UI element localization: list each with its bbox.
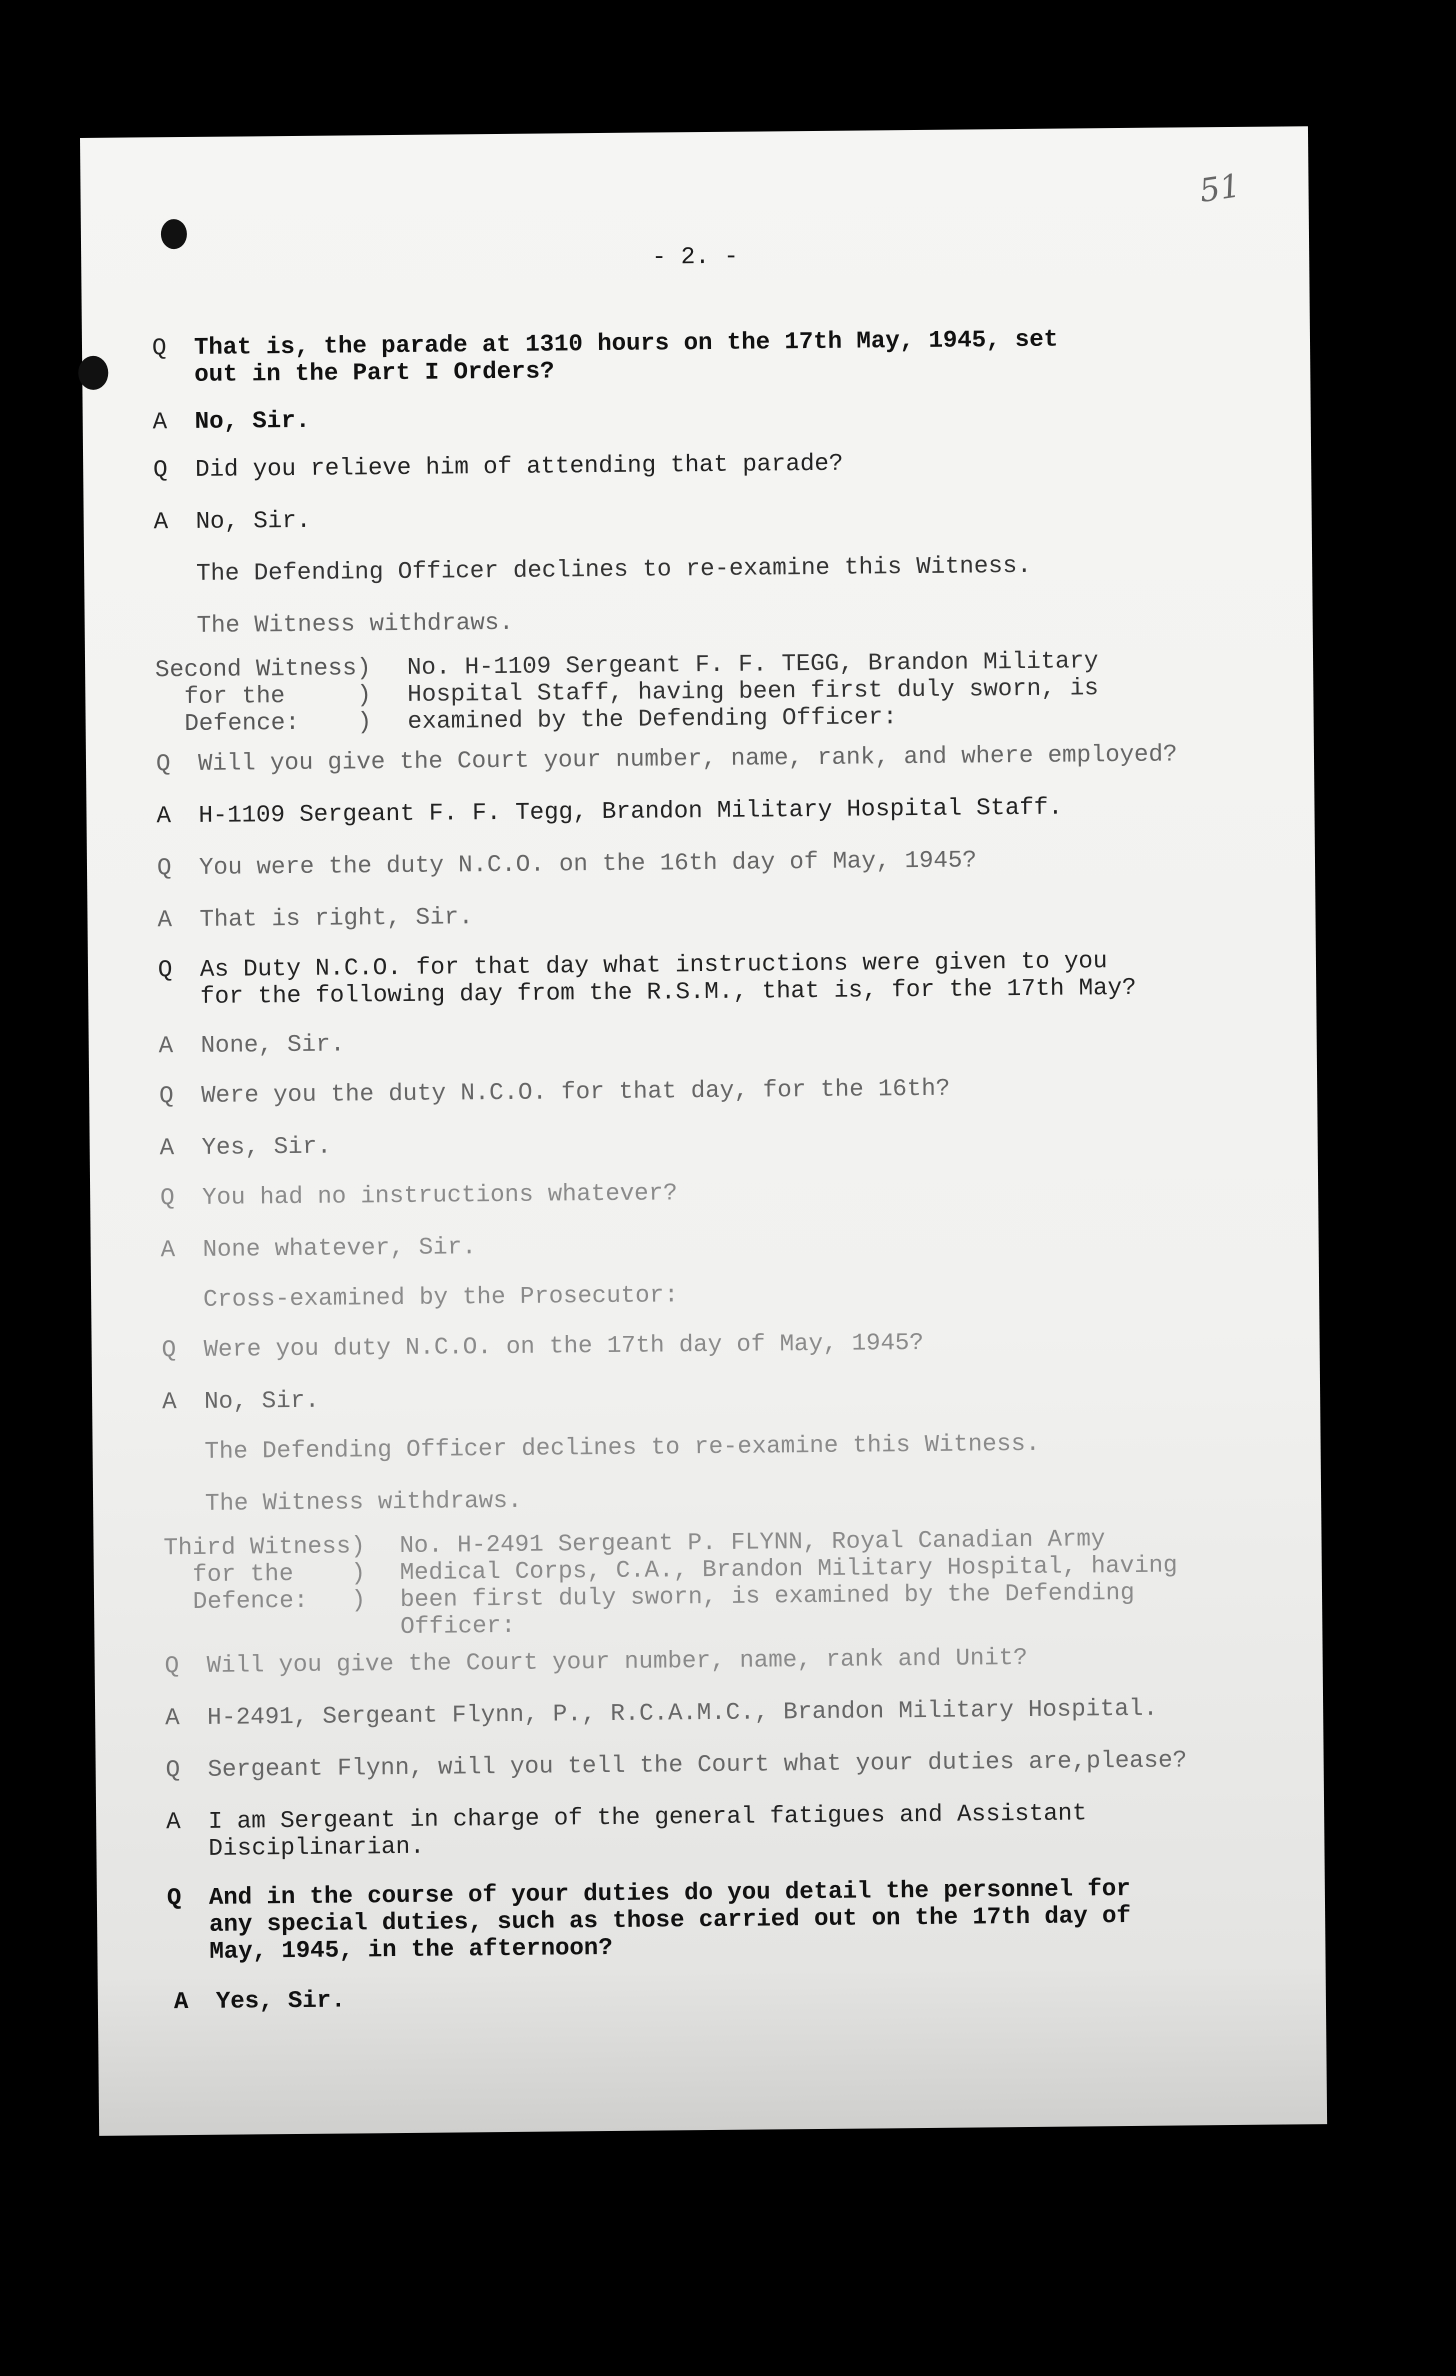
second-witness-text: No. H-1109 Sergeant F. F. TEGG, Brandon Military Hospital Staff, having been first duly sworn, is examined by the Defending Officer: — [406, 648, 1099, 736]
second-witness-label: Second Witness) for the ) Defence: ) — [154, 655, 372, 739]
punch-hole-top — [161, 219, 187, 249]
third-witness-label: Third Witness) for the ) Defence: ) — [163, 1533, 366, 1617]
punch-hole-left — [78, 356, 108, 390]
page-number: - 2. - — [651, 243, 739, 272]
third-witness-text: No. H-2491 Sergeant P. FLYNN, Royal Canadian Army Medical Corps, C.A., Brandon Military Hospital, having been first duly sworn, is examined by the Defending Officer: — [399, 1526, 1178, 1641]
note-declines-1: The Defending Officer declines to re-examine this Witness. — [196, 552, 1032, 588]
note-withdraws-1: The Witness withdraws. — [196, 609, 514, 640]
corner-folio-number: 51 — [1197, 166, 1244, 210]
note-cross-examined: Cross-examined by the Prosecutor: — [203, 1282, 679, 1314]
note-declines-2: The Defending Officer declines to re-examine this Witness. — [204, 1430, 1041, 1466]
document-page: 51 - 2. - Q That is, the parade at 1310 hours on the 17th May, 1945, set out in the Part I Orders? A No, Sir. Q Did you relieve him of attending that parade? A No, Sir. The Defending Officer declines to re-examine this Witness. The Witness withdraws. Second Witness) for the ) Defence: ) No. H-1109 Sergeant F. F. TEGG, Brandon Military Hospital Staff, having been first duly sworn, is examined by the Defending Officer: Q Will you give the Court your number, name, rank, and where employed? A H-1109 Sergeant F. F. Tegg, Brandon Military Hospital Staff. Q You were the duty N.C.O. on the 16th day of May, 1945? A That is right, Sir. Q As Duty N.C.O. for that day what instructions were given to you for the following day from the R.S.M., that is, for the 17th May? A None, Sir. Q Were you the duty N.C.O. for that day, for the 16th? A Yes, Sir. Q You had no instructions whatever? A None whatever, Sir. Cross-examined by the Prosecutor: Q Were you duty N.C.O. on the 17th day of May, 1945? A No, Sir. The Defending Officer declines to re-examine this Witness. The Witness withdraws. Third Witness) for the ) Defence: ) No. H-2491 Sergeant P. FLYNN, Royal Canadian Army Medical Corps, C.A., Brandon Military Hospital, having been first duly sworn, is examined by the Defending Officer: Q Will you give the Court your number, name, rank and Unit? A H-2491, Sergeant Flynn, P., R.C.A.M.C., Brandon Military Hospital. Q Sergeant Flynn, will you tell the Court what your duties are,please? A I am Sergeant in charge of the general fatigues and Assistant Disciplinarian. Q And in the course of your duties do you detail the personnel for any special duties, such as those carried out on the 17th day of May, 1945, in the afternoon? A Yes, Sir. — [80, 126, 1327, 2136]
note-withdraws-2: The Witness withdraws. — [204, 1487, 523, 1518]
